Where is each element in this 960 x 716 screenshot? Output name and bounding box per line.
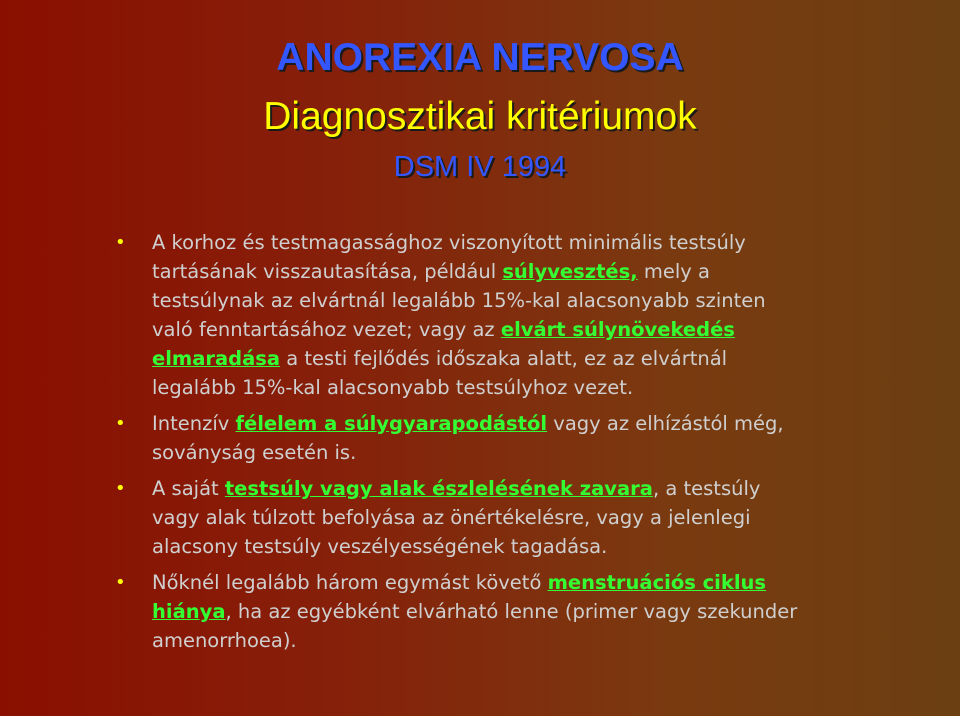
criterion-highlight[interactable]: félelem a súlygyarapodástól [235, 412, 548, 435]
criterion-text: vagy az elhízástól még, soványság esetén is. [152, 412, 784, 464]
bullet-icon: • [115, 413, 126, 434]
criterion-text: , a testsúly vagy alak túlzott befolyása az önértékelésre, vagy a jelenlegi alacsony testsúly veszélyességének tagadása. [152, 477, 761, 558]
bullet-icon: • [115, 478, 126, 499]
slide-subtitle: Diagnosztikai kritériumok [263, 95, 697, 138]
bullet-icon: • [115, 572, 126, 593]
list-item [108, 474, 808, 561]
list-item [108, 228, 808, 402]
criterion-text: Nőknél legalább három egymást követő [152, 571, 548, 594]
criterion-text: , ha az egyébként elvárható lenne (primer vagy szekunder amenorrhoea). [152, 600, 798, 652]
criteria-list [108, 228, 808, 662]
list-item [108, 409, 808, 467]
criterion-text: Intenzív [152, 412, 236, 435]
list-item [108, 568, 808, 655]
bullet-icon: • [115, 232, 126, 253]
slide-title: ANOREXIA NERVOSA [276, 36, 684, 79]
criterion-text: A korhoz és testmagassághoz viszonyított minimális testsúly tartásának visszautasítása, például [152, 231, 746, 283]
criterion-highlight[interactable]: elvárt súlynövekedés elmaradása [152, 318, 735, 370]
criterion-text: mely a testsúlynak az elvártnál legalább 15%-kal alacsonyabb szinten való fenntartásához vezet; vagy az [152, 260, 766, 341]
criterion-highlight[interactable]: menstruációs ciklus hiánya [152, 571, 767, 623]
criterion-text: a testi fejlődés időszaka alatt, ez az elvártnál legalább 15%-kal alacsonyabb testsúlyhoz vezet. [152, 347, 728, 399]
criterion-highlight[interactable]: súlyvesztés, [502, 260, 638, 283]
criterion-highlight[interactable]: testsúly vagy alak észlelésének zavara [224, 477, 653, 500]
criterion-text: A saját [152, 477, 225, 500]
slide-source: DSM IV 1994 [393, 151, 567, 183]
